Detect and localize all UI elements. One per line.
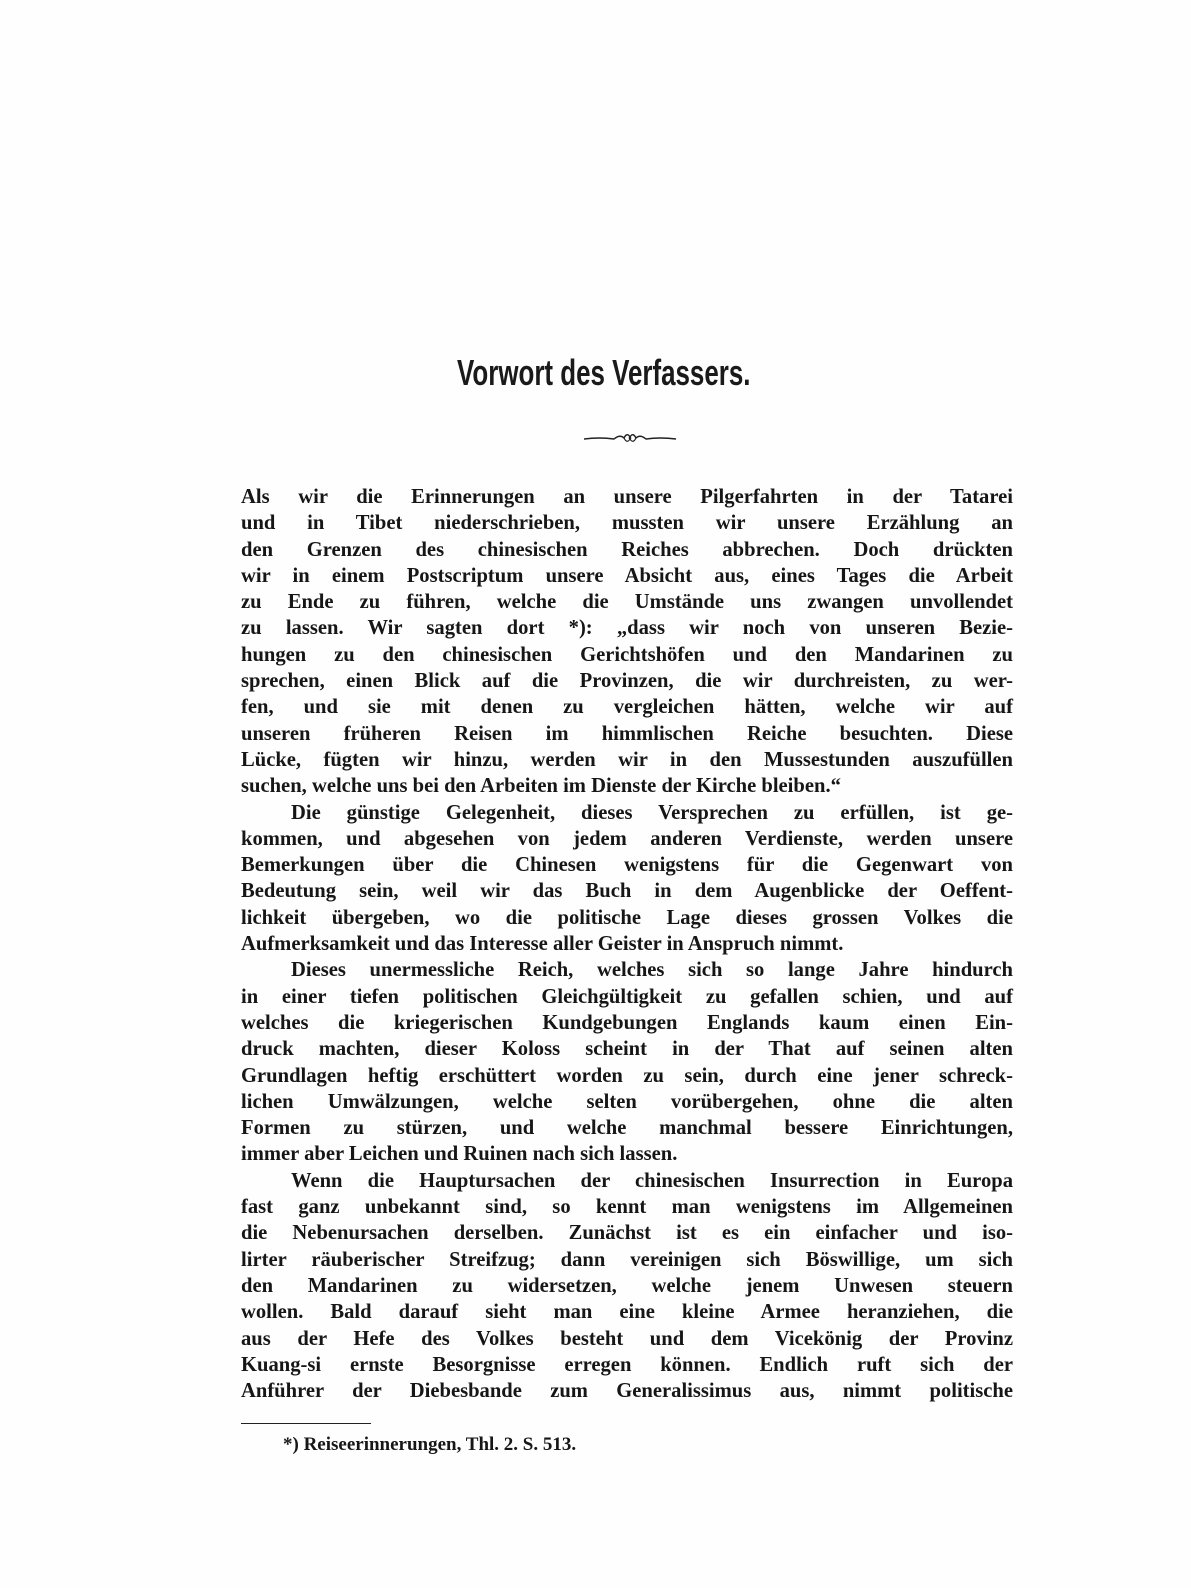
text-line: Bemerkungen über die Chinesen wenigstens für die Gegenwart von xyxy=(241,854,1013,877)
text-line: Die günstige Gelegenheit, dieses Versprechen zu erfüllen, ist ge- xyxy=(291,801,1013,824)
text-line: den Grenzen des chinesischen Reiches abbrechen. Doch drückten xyxy=(241,538,1013,561)
text-line: druck machten, dieser Koloss scheint in der That auf seinen alten xyxy=(241,1038,1013,1061)
text-line: sprechen, einen Blick auf die Provinzen, die wir durchreisten, zu wer- xyxy=(241,670,1013,693)
text-line: Aufmerksamkeit und das Interesse aller Geister in Anspruch nimmt. xyxy=(241,933,844,956)
text-line: wollen. Bald darauf sieht man eine kleine Armee heranziehen, die xyxy=(241,1301,1013,1324)
text-line: Als wir die Erinnerungen an unsere Pilgerfahrten in der Tatarei xyxy=(241,486,1013,508)
text-line: kommen, und abgesehen von jedem anderen Verdienste, werden unsere xyxy=(241,827,1013,850)
text-line: Lücke, fügten wir hinzu, werden wir in den Mussestunden auszufüllen xyxy=(241,748,1013,771)
text-line: Grundlagen heftig erschüttert worden zu sein, durch eine jener schreck- xyxy=(241,1064,1013,1087)
text-line: Formen zu stürzen, und welche manchmal bessere Einrichtungen, xyxy=(241,1117,1013,1140)
text-line: aus der Hefe des Volkes besteht und dem Vicekönig der Provinz xyxy=(241,1327,1013,1350)
text-line: unseren früheren Reisen im himmlischen Reiche besuchten. Diese xyxy=(241,722,1013,745)
text-line: zu lassen. Wir sagten dort *): „dass wir noch von unseren Bezie- xyxy=(241,617,1013,640)
text-line: suchen, welche uns bei den Arbeiten im Dienste der Kirche bleiben.“ xyxy=(241,775,841,798)
text-line: lichkeit übergeben, wo die politische Lage dieses grossen Volkes die xyxy=(241,906,1013,929)
flourish-ornament-icon xyxy=(580,428,680,448)
text-line: Wenn die Hauptursachen der chinesischen Insurrection in Europa xyxy=(291,1169,1013,1192)
paragraph xyxy=(241,1168,1013,1405)
footnote-divider xyxy=(241,1423,371,1424)
text-line: und in Tibet niederschrieben, mussten wir unsere Erzählung an xyxy=(241,512,1013,535)
text-line: Anführer der Diebesbande zum Generalissimus aus, nimmt politische xyxy=(241,1380,1013,1403)
text-line: in einer tiefen politischen Gleichgültigkeit zu gefallen schien, und auf xyxy=(241,985,1013,1008)
paragraph xyxy=(241,957,1013,1167)
text-line: immer aber Leichen und Ruinen nach sich lassen. xyxy=(241,1143,678,1166)
text-line: fen, und sie mit denen zu vergleichen hätten, welche wir auf xyxy=(241,696,1013,719)
text-line: Bedeutung sein, weil wir das Buch in dem Augenblicke der Oeffent- xyxy=(241,880,1013,903)
body-text xyxy=(241,484,1013,1404)
text-line: die Nebenursachen derselben. Zunächst ist es ein einfacher und iso- xyxy=(241,1222,1013,1245)
text-line: Kuang-si ernste Besorgnisse erregen können. Endlich ruft sich der xyxy=(241,1353,1013,1376)
text-line: hungen zu den chinesischen Gerichtshöfen und den Mandarinen zu xyxy=(241,643,1013,666)
text-line: welches die kriegerischen Kundgebungen Englands kaum einen Ein- xyxy=(241,1011,1013,1034)
footnote: *) Reiseerinnerungen, Thl. 2. S. 513. xyxy=(283,1434,577,1455)
text-line: zu Ende zu führen, welche die Umstände uns zwangen unvollendet xyxy=(241,591,1013,614)
text-line: Dieses unermessliche Reich, welches sich so lange Jahre hindurch xyxy=(291,959,1013,982)
paragraph xyxy=(241,484,1013,800)
text-line: lichen Umwälzungen, welche selten vorübergehen, ohne die alten xyxy=(241,1090,1013,1113)
page-title: Vorwort des Verfassers. xyxy=(457,352,751,393)
text-line: wir in einem Postscriptum unsere Absicht aus, eines Tages die Arbeit xyxy=(241,564,1013,587)
paragraph xyxy=(241,800,1013,958)
text-line: lirter räuberischer Streifzug; dann vereinigen sich Böswillige, um sich xyxy=(241,1248,1013,1271)
text-line: fast ganz unbekannt sind, so kennt man wenigstens im Allgemeinen xyxy=(241,1196,1013,1219)
text-line: den Mandarinen zu widersetzen, welche jenem Unwesen steuern xyxy=(241,1274,1013,1297)
